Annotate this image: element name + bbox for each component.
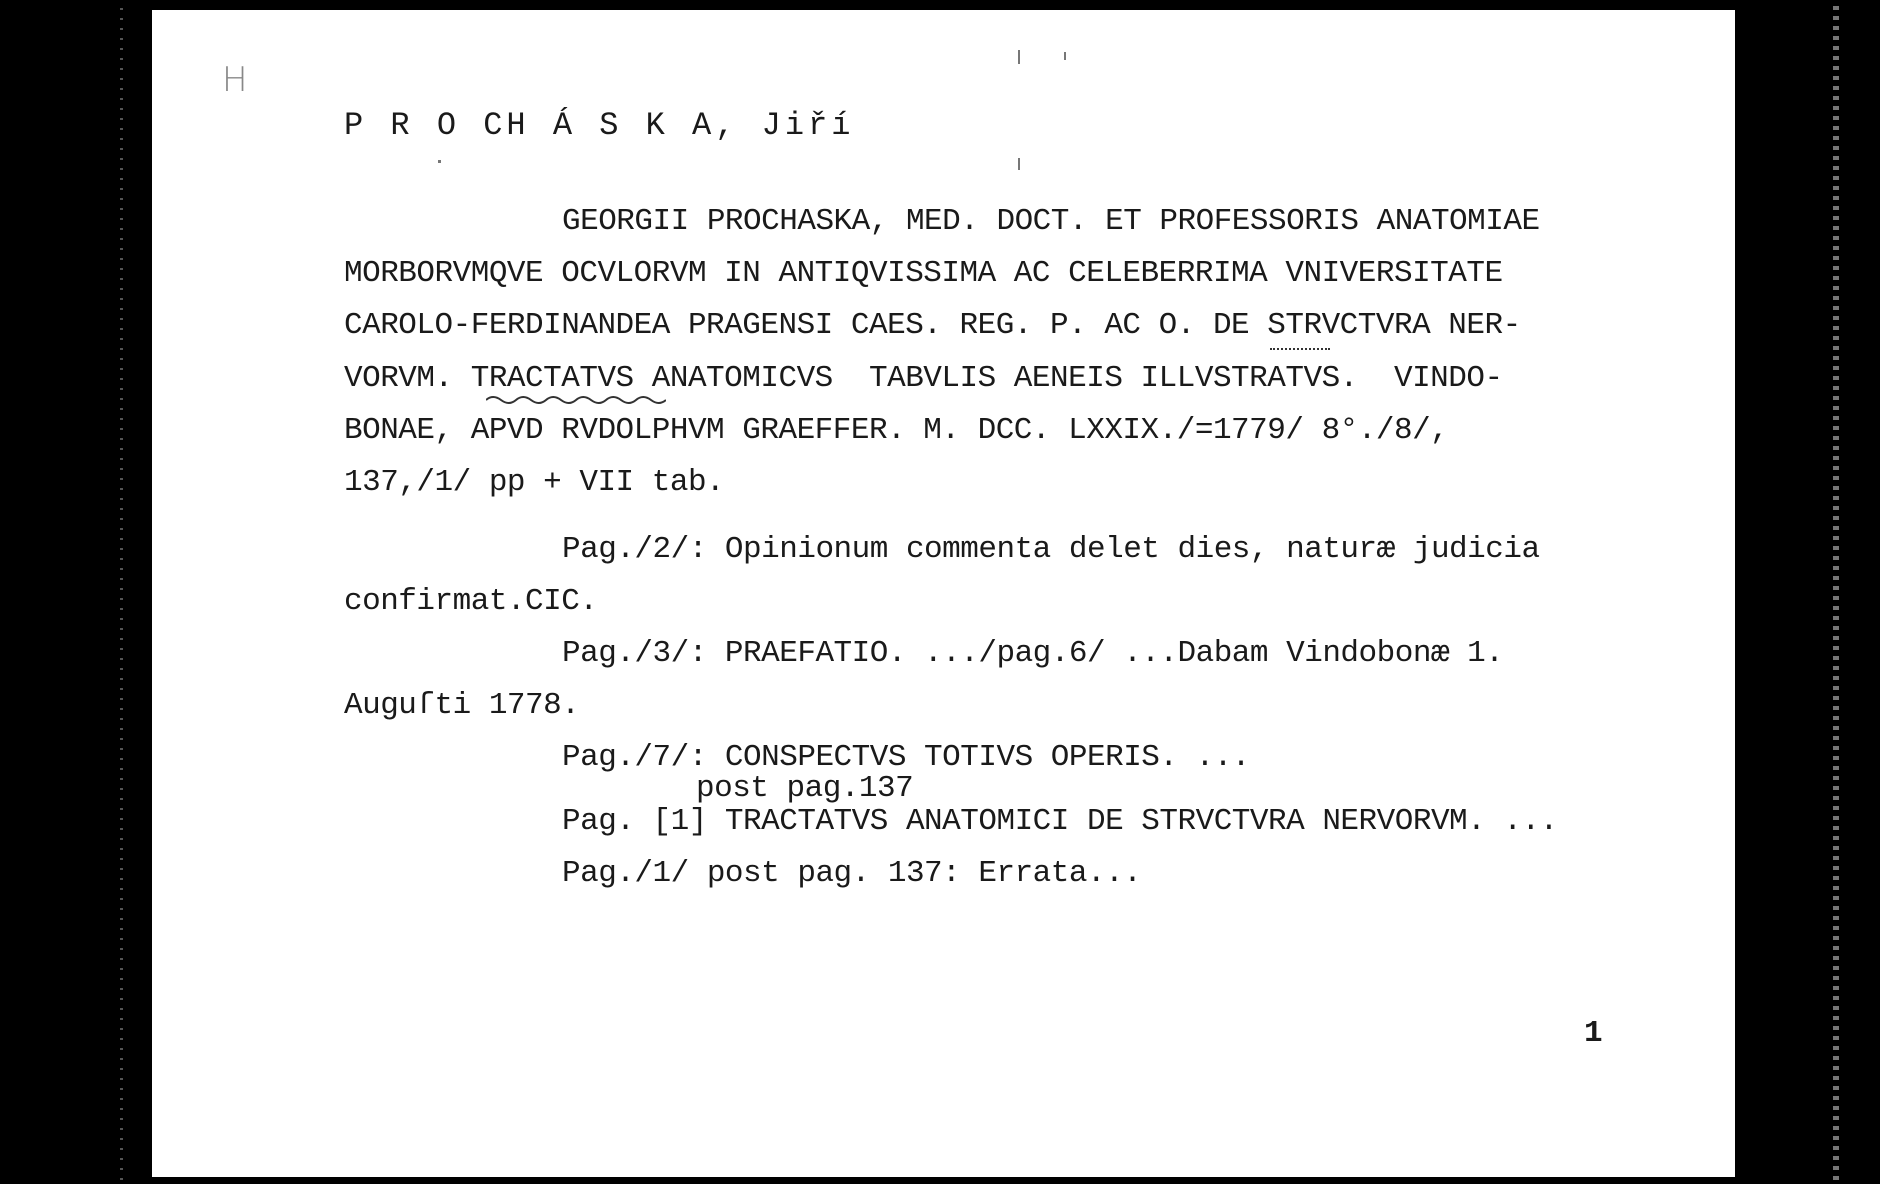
catalog-card bbox=[152, 10, 1735, 1177]
corner-mark: H bbox=[222, 60, 248, 100]
title-line-5: BONAE, APVD RVDOLPHVM GRAEFFER. M. DCC. LXXIX./=1779/ 8°./8/, bbox=[344, 413, 1449, 448]
note-page-7: Pag./7/: CONSPECTVS TOTIVS OPERIS. ... bbox=[562, 740, 1250, 775]
title-line-2: MORBORVMQVE OCVLORVM IN ANTIQVISSIMA AC CELEBERRIMA VNIVERSITATE bbox=[344, 256, 1503, 291]
note-insertion: post pag.137 bbox=[696, 771, 914, 806]
note-page-2: Pag./2/: Opinionum commenta delet dies, naturæ judicia bbox=[562, 532, 1540, 567]
note-page-3-cont: Auguſti 1778. bbox=[344, 688, 580, 723]
speck bbox=[438, 160, 441, 163]
note-page-3: Pag./3/: PRAEFATIO. .../pag.6/ ...Dabam Vindobonæ 1. bbox=[562, 636, 1504, 671]
tractatus-wavy-underline bbox=[486, 394, 666, 406]
title-line-6: 137,/1/ pp + VII tab. bbox=[344, 465, 725, 500]
right-edge-strip bbox=[1833, 0, 1839, 1184]
left-edge-strip bbox=[120, 0, 123, 1184]
note-page-1: Pag. [1] TRACTATVS ANATOMICI DE STRVCTVRA NERVORVM. ... bbox=[562, 804, 1558, 839]
note-page-2-cont: confirmat.CIC. bbox=[344, 584, 598, 619]
note-errata: Pag./1/ post pag. 137: Errata... bbox=[562, 856, 1142, 891]
author-heading: P R O CH Á S K A, Jiří bbox=[344, 107, 855, 144]
card-number: 1 bbox=[1584, 1016, 1603, 1051]
speck bbox=[1064, 52, 1066, 60]
title-line-3: CAROLO-FERDINANDEA PRAGENSI CAES. REG. P. AC O. DE STRVCTVRA NER- bbox=[344, 308, 1521, 343]
speck bbox=[1018, 50, 1020, 64]
title-line-1: GEORGII PROCHASKA, MED. DOCT. ET PROFESSORIS ANATOMIAE bbox=[562, 204, 1540, 239]
speck bbox=[1018, 158, 1020, 170]
de-underline bbox=[1270, 346, 1330, 350]
title-line-4: VORVM. TRACTATVS ANATOMICVS TABVLIS AENEIS ILLVSTRATVS. VINDO- bbox=[344, 361, 1503, 396]
